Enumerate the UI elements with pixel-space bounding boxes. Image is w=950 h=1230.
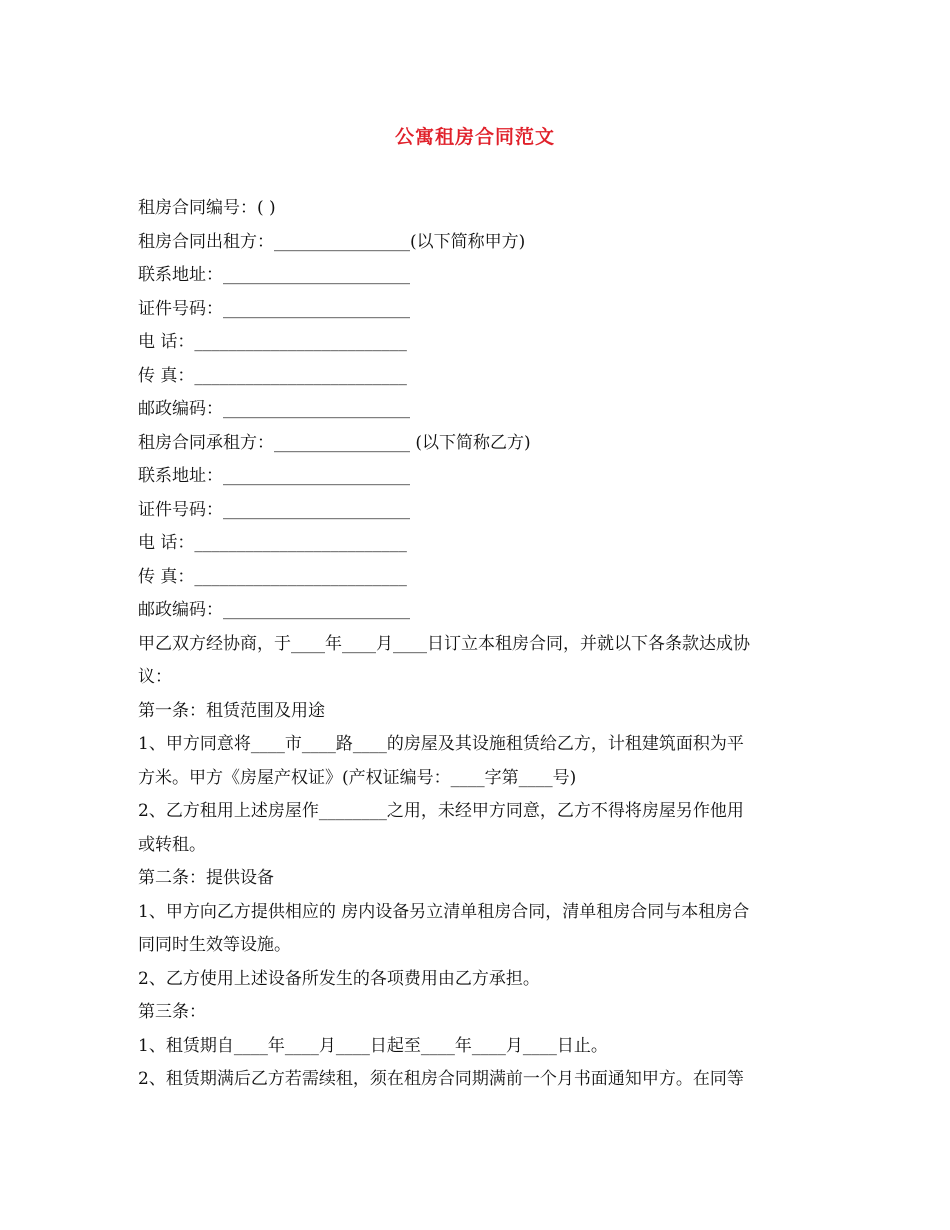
text-line: 1、甲方同意将____市____路____的房屋及其设施租赁给乙方，计租建筑面积为平: [138, 734, 744, 754]
page-title: 公寓租房合同范文: [394, 126, 555, 148]
document-body: [138, 192, 814, 1097]
text-line: 第三条：: [138, 1002, 206, 1022]
text-line: 1、甲方向乙方提供相应的 房内设备另立清单租房合同，清单租房合同与本租房合: [138, 901, 750, 922]
text-line: 2、乙方使用上述设备所发生的各项费用由乙方承担。: [138, 968, 540, 989]
text-line: 1、租赁期自____年____月____日起至____年____月____日止。: [138, 1035, 608, 1056]
text-line: 租房合同承租方：________________ (以下简称乙方): [138, 432, 531, 453]
text-line: 租房合同出租方：________________(以下简称甲方): [138, 231, 526, 252]
text-line: 议：: [138, 667, 172, 687]
text-line: 2、乙方租用上述房屋作________之用，未经甲方同意，乙方不得将房屋另作他用: [138, 801, 744, 821]
text-line: 租房合同编号：( ): [138, 198, 276, 218]
text-line: 2、租赁期满后乙方若需续租，须在租房合同期满前一个月书面通知甲方。在同等: [138, 1069, 744, 1089]
text-line: 或转租。: [138, 834, 206, 855]
text-line: 甲乙双方经协商，于____年____月____日订立本租房合同，并就以下各条款达成协: [138, 633, 750, 654]
text-line: 传 真：_________________________: [138, 365, 407, 386]
text-line: 邮政编码：______________________: [138, 600, 410, 620]
text-line: 联系地址：______________________: [138, 466, 410, 486]
text-line: 邮政编码：______________________: [138, 399, 410, 419]
text-line: 同同时生效等设施。: [138, 935, 291, 955]
text-line: 证件号码：______________________: [138, 298, 410, 319]
text-line: 证件号码：______________________: [138, 499, 410, 520]
text-line: 第一条：租赁范围及用途: [138, 700, 325, 721]
text-line: 方米。甲方《房屋产权证》(产权证编号：____字第____号): [138, 767, 577, 788]
text-line: 电 话：_________________________: [138, 332, 407, 352]
text-line: 联系地址：______________________: [138, 265, 410, 285]
text-line: 电 话：_________________________: [138, 533, 407, 553]
text-line: 第二条：提供设备: [138, 868, 274, 888]
text-line: 传 真：_________________________: [138, 566, 407, 587]
